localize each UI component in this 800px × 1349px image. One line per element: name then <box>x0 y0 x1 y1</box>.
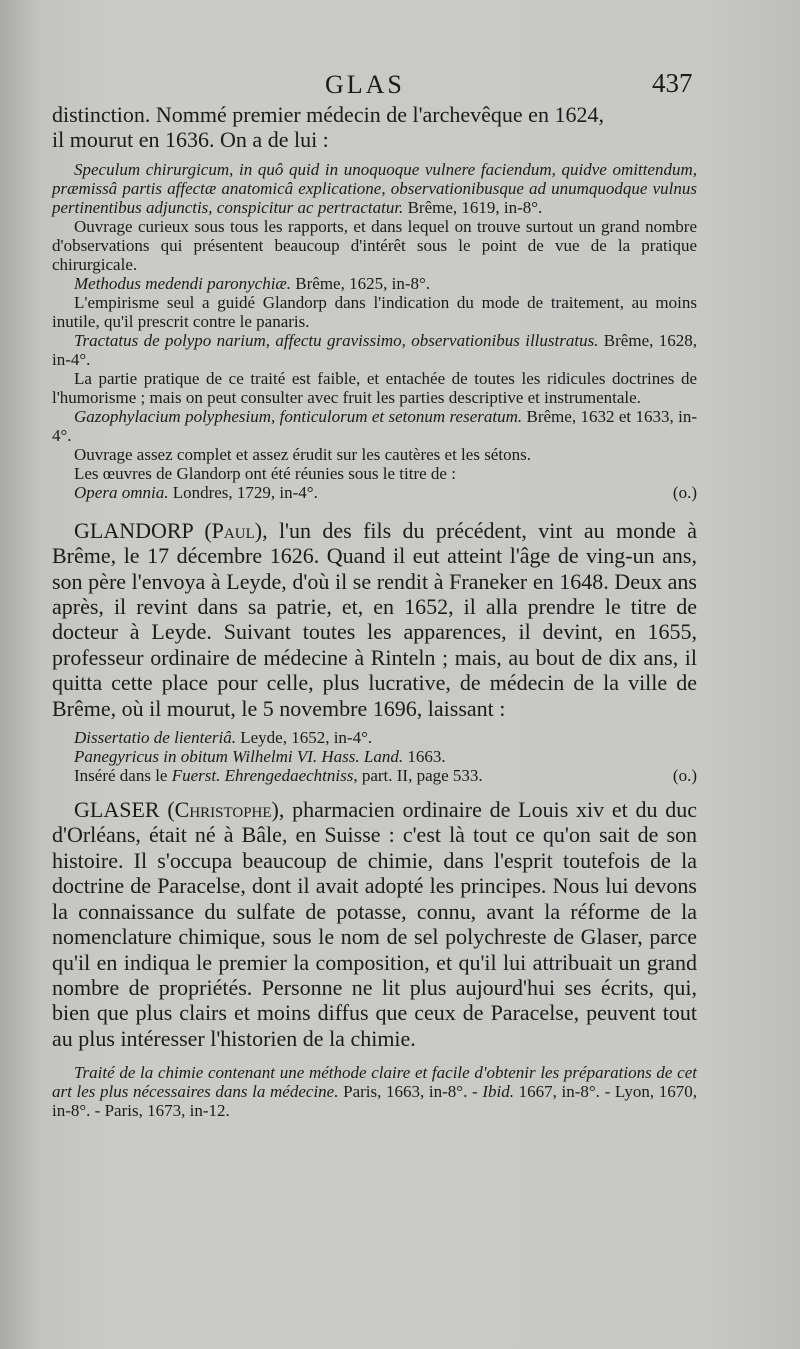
work-title: Gazophylacium polyphesium, fonticulorum et setonum reseratum. <box>74 406 523 426</box>
work-title: Opera omnia. <box>74 482 169 502</box>
work-entry <box>52 728 697 747</box>
work-entry <box>52 331 697 369</box>
note-prefix: Inséré dans le <box>74 766 172 786</box>
work-publication-more: 1667, in-8°. - Lyon, 1670, in-8°. - Paris, 1673, in-12. <box>52 1082 697 1121</box>
work-publication: Brême, 1625, in-8°. <box>291 273 431 293</box>
page-body <box>52 102 697 1120</box>
glaser-works-list <box>52 1063 697 1120</box>
entry-given-name: (Paul) <box>204 517 263 543</box>
work-entry-signed <box>52 483 697 502</box>
intro-line-2: il mourut en 1636. On a de lui : <box>52 127 329 153</box>
work-publication: Brême, 1628, in-4°. <box>52 330 697 369</box>
work-title: Panegyricus in obitum Wilhelmi VI. Hass. Land. <box>74 747 404 767</box>
work-title: Methodus medendi paronychiæ. <box>74 273 292 293</box>
glandorp-paul-works-list <box>52 728 697 785</box>
work-note: Ouvrage assez complet et assez érudit sur les cautères et les sétons. <box>74 444 531 464</box>
page-number: 437 <box>652 68 693 98</box>
entry-name: GLASER <box>74 797 160 823</box>
work-title: Fuerst. Ehrengedaechtniss <box>171 766 354 786</box>
glandorp-works-list <box>52 160 697 502</box>
running-head: GLAS <box>325 70 405 99</box>
work-publication: Leyde, 1652, in-4°. <box>235 728 373 748</box>
work-publication: Paris, 1663, in-8°. - <box>338 1082 483 1102</box>
entry-text: , l'un des fils du précédent, vint au monde à Brême, le 17 décembre 1626. Quand il eut atteint l'âge de ving-un ans, son père l'envoya à Leyde, d'où il se rendit à Franeker en 1648. Deux ans après, il revint dans sa patrie, et, en 1652, il alla prendre le titre de docteur à Leyde. Suivant toutes les apparences, il devint, en 1655, professeur ordinaire de médecine à Rinteln ; mais, au bout de dix ans, il quitta cette place pour celle, plus lucrative, de médecin de la ville de Brême, où il mourut, le 5 novembre 1696, laissant : <box>52 517 697 721</box>
work-note: La partie pratique de ce traité est faible, et entachée de toutes les ridicules doctrines de l'humorisme ; mais on peut consulter avec fruit les parties descriptive et instrumentale. <box>52 368 697 407</box>
entry-name: GLANDORP <box>74 517 193 543</box>
page-header <box>0 68 800 104</box>
intro-line-1: distinction. Nommé premier médecin de l'archevêque en 1624, <box>52 102 604 127</box>
work-note-signed <box>52 766 697 785</box>
ibid-marker: Ibid. <box>482 1082 514 1102</box>
work-entry <box>52 407 697 445</box>
work-title: Tractatus de polypo narium, affectu gravissimo, observationibus illustratus. <box>74 330 599 350</box>
entry-given-name: (Christophe) <box>167 797 279 823</box>
work-note: Les œuvres de Glandorp ont été réunies sous le titre de : <box>74 463 456 483</box>
work-entry <box>52 274 697 293</box>
author-signature: (o.) <box>672 766 697 786</box>
work-entry <box>52 160 697 217</box>
work-entry <box>52 747 697 766</box>
work-note: L'empirisme seul a guidé Glandorp dans l'indication du mode de traitement, au moins inutile, qu'il prescrit contre le panaris. <box>52 292 697 331</box>
work-publication: Brême, 1619, in-8°. <box>403 197 543 217</box>
author-signature: (o.) <box>672 482 697 502</box>
work-title: Traité de la chimie contenant une méthode claire et facile d'obtenir les préparations de cet art les plus nécessaires dans la médecine. <box>52 1063 697 1102</box>
note-suffix: , part. II, page 533. <box>353 766 483 786</box>
work-entry <box>52 1063 697 1120</box>
entry-text: , pharmacien ordinaire de Louis xiv et du duc d'Orléans, était né à Bâle, en Suisse : c'est là tout ce qu'on sait de son histoire. Il s'occupa beaucoup de chimie, dans l'esprit toutefois de la doctrine de Paracelse, dont il avait adopté les principes. Nous lui devons la connaissance du sulfate de potasse, connu, avant la réforme de la nomenclature chimique, sous le nom de sel polychreste de Glaser, parce qu'il en indiqua le premier la composition, et qu'il lui attribuait un grand nombre de propriétés. Personne ne lit plus aujourd'hui ses écrits, qui, bien que plus clairs et moins diffus que ceux de Paracelse, peuvent tout au plus intéresser l'historien de la chimie. <box>52 797 697 1051</box>
work-title: Speculum chirurgicum, in quô quid in unoquoque vulnere faciendum, quidve omittendum, præmissâ partis affectæ anatomicâ explicatione, observationibusque ad unumquodque vulnus pertinentibus adjunctis, conspicitur ac pertractatur. <box>52 159 697 217</box>
work-title: Dissertatio de lienteriâ. <box>74 728 236 748</box>
work-publication: 1663. <box>403 747 446 767</box>
work-publication: Brême, 1632 et 1633, in-4°. <box>52 406 697 445</box>
work-note: Ouvrage curieux sous tous les rapports, et dans lequel on trouve surtout un grand nombre d'observations qui présentent beaucoup d'intérêt sous le point de vue de la pratique chirurgicale. <box>52 216 697 274</box>
continued-paragraph <box>52 102 697 153</box>
work-publication: Londres, 1729, in-4°. <box>168 482 318 502</box>
entry-glandorp-paul <box>52 518 697 721</box>
entry-glaser <box>52 797 697 1051</box>
